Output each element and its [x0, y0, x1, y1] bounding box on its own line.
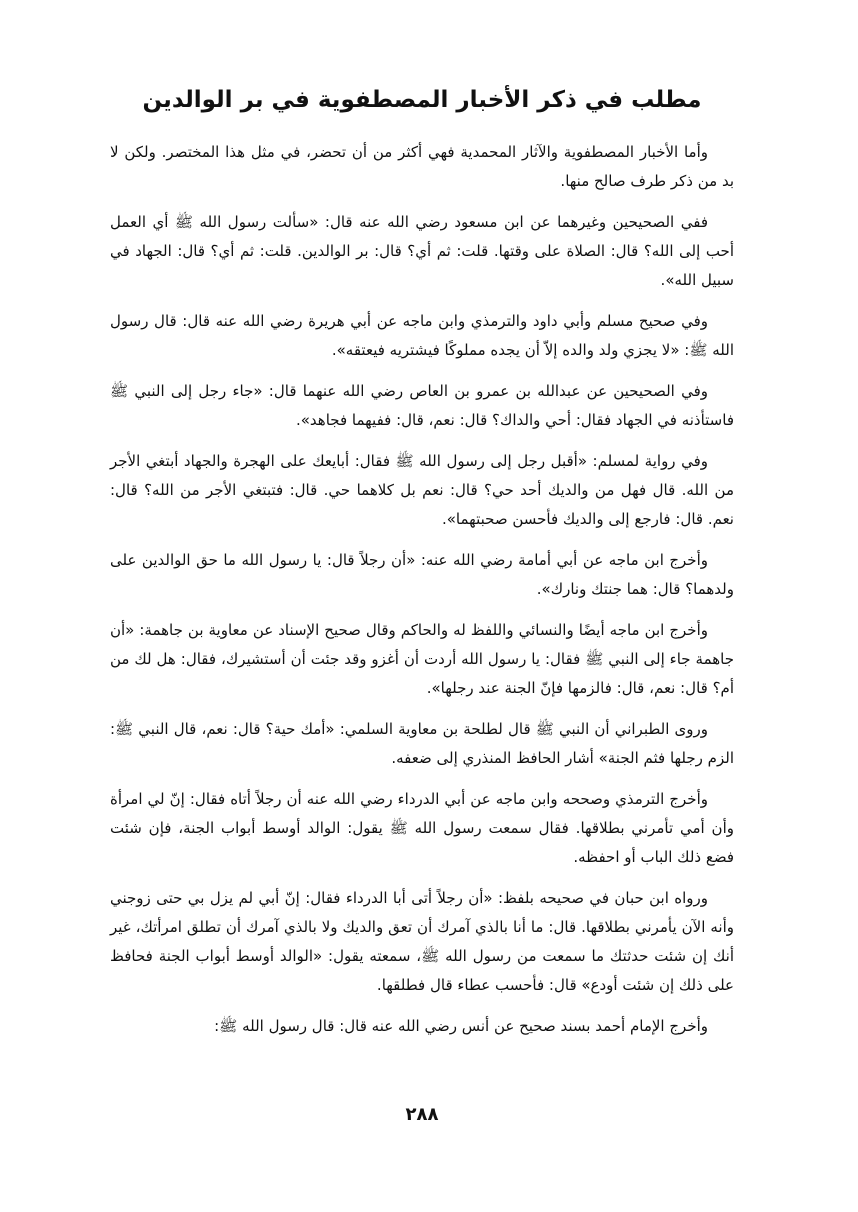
paragraph-11: وأخرج الإمام أحمد بسند صحيح عن أنس رضي الله عنه قال: قال رسول الله ﷺ:: [214, 1016, 708, 1035]
paragraph-8: وروى الطبراني أن النبي ﷺ قال لطلحة بن معاوية السلمي: «أمك حية؟ قال: نعم، قال النبي ﷺ: الزم رجلها فثم الجنة» أشار الحافظ المنذري إلى ضعفه.: [110, 719, 734, 767]
page-title: مطلب في ذكر الأخبار المصطفوية في بر الوالدين: [142, 87, 702, 113]
paragraph-6: وأخرج ابن ماجه عن أبي أمامة رضي الله عنه: «أن رجلاً قال: يا رسول الله ما حق الوالدين على ولدهما؟ قال: هما جنتك ونارك».: [110, 550, 734, 598]
paragraph-5: وفي رواية لمسلم: «أقبل رجل إلى رسول الله ﷺ فقال: أبايعك على الهجرة والجهاد أبتغي الأجر من الله. قال فهل من والديك أحد حي؟ قال: نعم بل كلاهما حي. قال: فتبتغي الأجر من الله؟ قال: نعم. قال: فارجع إلى والديك فأحسن صحبتهما».: [110, 451, 734, 528]
paragraph-3: وفي صحيح مسلم وأبي داود والترمذي وابن ماجه عن أبي هريرة رضي الله عنه قال: قال رسول الله ﷺ: «لا يجزي ولد والده إلاّ أن يجده مملوكًا فيشتريه فيعتقه».: [110, 311, 734, 359]
page-body: [110, 86, 734, 1176]
paragraph-7: وأخرج ابن ماجه أيضًا والنسائي واللفظ له والحاكم وقال صحيح الإسناد عن معاوية بن جاهمة: «أن جاهمة جاء إلى النبي ﷺ فقال: يا رسول الله أردت أن أغزو وقد جئت أن أستشيرك، فقال: هل لك من أم؟ قال: نعم، قال: فالزمها فإنّ الجنة عند رجلها».: [110, 620, 734, 697]
paragraph-9: وأخرج الترمذي وصححه وابن ماجه عن أبي الدرداء رضي الله عنه أن رجلاً أتاه فقال: إنّ لي امرأة وأن أمي تأمرني بطلاقها. فقال سمعت رسول الله ﷺ يقول: الوالد أوسط أبواب الجنة، فإن شئت فضع ذلك الباب أو احفظه.: [110, 789, 734, 866]
paragraph-10: ورواه ابن حبان في صحيحه بلفظ: «أن رجلاً أتى أبا الدرداء فقال: إنّ أبي لم يزل بي حتى زوجني وأنه الآن يأمرني بطلاقها. قال: ما أنا بالذي آمرك أن تعق والديك ولا بالذي آمرك أن تطلق امرأتك، غير أنك إن شئت حدثتك ما سمعت من رسول الله ﷺ، سمعته يقول: «الوالد أوسط أبواب الجنة فحافظ على ذلك إن شئت أودع» قال: فأحسب عطاء قال فطلقها.: [110, 888, 734, 994]
paragraph-1: وأما الأخبار المصطفوية والآثار المحمدية فهي أكثر من أن تحضر، في مثل هذا المختصر. ولكن لا بد من ذكر طرف صالح منها.: [110, 142, 734, 190]
paragraph-2: ففي الصحيحين وغيرهما عن ابن مسعود رضي الله عنه قال: «سألت رسول الله ﷺ أي العمل أحب إلى الله؟ قال: الصلاة على وقتها. قلت: ثم أي؟ قال: بر الوالدين. قلت: ثم أي؟ قال: الجهاد في سبيل الله».: [110, 212, 734, 289]
paragraph-4: وفي الصحيحين عن عبدالله بن عمرو بن العاص رضي الله عنهما قال: «جاء رجل إلى النبي ﷺ فاستأذنه في الجهاد فقال: أحي والداك؟ قال: نعم، قال: ففيهما فجاهد».: [110, 381, 734, 429]
page-number: ٢٨٨: [405, 1104, 439, 1125]
